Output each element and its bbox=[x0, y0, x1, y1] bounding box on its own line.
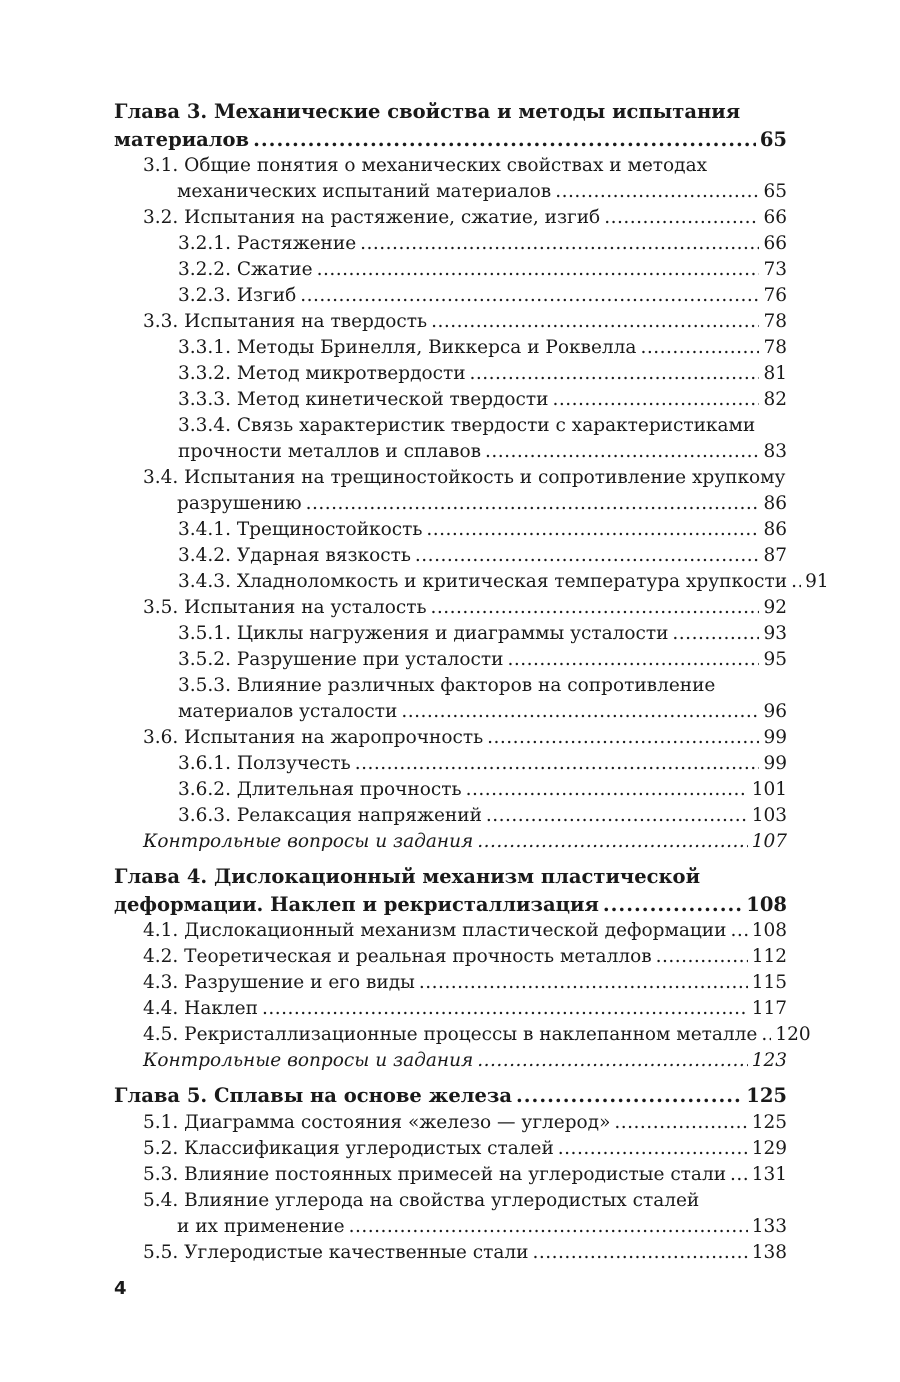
toc-entry bbox=[114, 309, 787, 335]
dot-leader bbox=[614, 1110, 747, 1136]
dot-leader bbox=[415, 543, 760, 569]
dot-leader bbox=[552, 387, 759, 413]
dot-leader bbox=[604, 205, 759, 231]
toc-entry-title: деформации. Наклеп и рекристаллизация bbox=[114, 892, 599, 916]
toc-entry bbox=[114, 1162, 787, 1188]
toc-page-number: 101 bbox=[751, 779, 787, 800]
dot-leader bbox=[761, 1022, 771, 1048]
toc-page-number: 129 bbox=[751, 1137, 787, 1159]
toc-page-number: 65 bbox=[763, 181, 787, 202]
dot-leader bbox=[470, 361, 760, 387]
dot-leader bbox=[300, 283, 759, 309]
toc-entry bbox=[114, 647, 787, 673]
toc-entry-title: 3.3.3. Метод кинетической твердости bbox=[178, 389, 549, 410]
toc-chapter bbox=[114, 863, 787, 918]
toc-entry bbox=[114, 153, 787, 205]
table-of-contents bbox=[114, 98, 829, 1266]
toc-page-number: 99 bbox=[763, 727, 787, 748]
toc-entry bbox=[114, 1022, 811, 1048]
dot-leader bbox=[262, 996, 748, 1022]
dot-leader bbox=[555, 179, 759, 205]
toc-entry-title: 4.3. Разрушение и его виды bbox=[143, 972, 415, 993]
dot-leader bbox=[791, 569, 801, 595]
toc-chapter bbox=[114, 1082, 787, 1110]
toc-chapter bbox=[114, 98, 787, 153]
dot-leader bbox=[603, 891, 742, 919]
toc-entry bbox=[114, 231, 787, 257]
dot-leader bbox=[640, 335, 759, 361]
toc-page-number: 87 bbox=[763, 545, 787, 566]
toc-entry-title: 3.3.2. Метод микротвердости bbox=[178, 363, 466, 384]
toc-entry-title: механических испытаний материалов bbox=[177, 181, 552, 202]
dot-leader bbox=[355, 751, 760, 777]
toc-entry-title: Глава 5. Сплавы на основе железа bbox=[114, 1084, 512, 1107]
toc-page-number: 86 bbox=[763, 493, 787, 514]
toc-entry-title: 5.2. Классификация углеродистых сталей bbox=[143, 1137, 554, 1159]
toc-entry-title: 4.1. Дислокационный механизм пластической деформации bbox=[143, 920, 727, 941]
dot-leader bbox=[431, 595, 760, 621]
toc-entry-title: 3.3.1. Методы Бринелля, Виккерса и Роквелла bbox=[178, 337, 637, 358]
toc-page-number: 82 bbox=[763, 389, 787, 410]
toc-entry bbox=[114, 944, 787, 970]
toc-entry-title: и их применение bbox=[177, 1215, 345, 1237]
toc-entry bbox=[114, 1136, 787, 1162]
toc-page-number: 95 bbox=[763, 649, 787, 670]
dot-leader bbox=[349, 1214, 748, 1240]
toc-page-number: 117 bbox=[751, 998, 787, 1019]
dot-leader bbox=[466, 777, 748, 803]
toc-page-number: 133 bbox=[751, 1215, 787, 1237]
toc-entry-title: 3.3. Испытания на твердость bbox=[143, 311, 428, 332]
dot-leader bbox=[730, 1162, 748, 1188]
toc-page-number: 107 bbox=[751, 831, 787, 852]
toc-page-number: 66 bbox=[763, 233, 787, 254]
dot-leader bbox=[532, 1240, 747, 1266]
toc-entry bbox=[114, 283, 787, 309]
toc-entry-title: 3.2. Испытания на растяжение, сжатие, изгиб bbox=[143, 207, 601, 228]
toc-entry bbox=[114, 361, 787, 387]
toc-page-number: 125 bbox=[751, 1111, 787, 1133]
toc-entry bbox=[114, 595, 787, 621]
dot-leader bbox=[486, 803, 748, 829]
dot-leader bbox=[730, 918, 747, 944]
toc-entry-title: 3.6. Испытания на жаропрочность bbox=[143, 727, 484, 748]
toc-entry bbox=[114, 335, 787, 361]
dot-leader bbox=[558, 1136, 748, 1162]
dot-leader bbox=[306, 491, 760, 517]
toc-page-number: 108 bbox=[746, 892, 787, 916]
toc-entry-title: 3.5. Испытания на усталость bbox=[143, 597, 427, 618]
dot-leader bbox=[507, 647, 759, 673]
toc-page-number: 83 bbox=[763, 441, 787, 462]
toc-entry-title: материалов bbox=[114, 127, 250, 151]
toc-entry bbox=[114, 970, 787, 996]
toc-entry bbox=[114, 569, 829, 595]
toc-page-number: 65 bbox=[759, 127, 787, 151]
toc-page-number: 78 bbox=[763, 311, 787, 332]
dot-leader bbox=[656, 944, 748, 970]
toc-entry-title: Контрольные вопросы и задания bbox=[143, 1050, 474, 1071]
toc-page-number: 66 bbox=[763, 207, 787, 228]
page-number: 4 bbox=[114, 1278, 127, 1299]
toc-page-number: 120 bbox=[775, 1024, 811, 1045]
dot-leader bbox=[253, 126, 756, 154]
toc-entry-title: разрушению bbox=[177, 493, 302, 514]
toc-entry-title: 3.4.2. Ударная вязкость bbox=[178, 545, 411, 566]
toc-page-number: 115 bbox=[751, 972, 787, 993]
toc-page-number: 73 bbox=[763, 259, 787, 280]
toc-questions bbox=[114, 829, 787, 855]
toc-entry-title: 3.2.3. Изгиб bbox=[178, 285, 297, 306]
toc-entry bbox=[114, 1110, 787, 1136]
toc-entry-title-line: Глава 3. Механические свойства и методы испытания bbox=[114, 100, 741, 123]
toc-entry-title: 4.2. Теоретическая и реальная прочность металлов bbox=[143, 946, 652, 967]
toc-entry-title: 5.3. Влияние постоянных примесей на углеродистые стали bbox=[143, 1163, 727, 1185]
toc-questions bbox=[114, 1048, 787, 1074]
dot-leader bbox=[477, 1048, 747, 1074]
toc-page-number: 92 bbox=[763, 597, 787, 618]
toc-entry bbox=[114, 996, 787, 1022]
toc-entry-title: прочности металлов и сплавов bbox=[178, 441, 482, 462]
toc-entry bbox=[114, 673, 787, 725]
dot-leader bbox=[419, 970, 748, 996]
dot-leader bbox=[431, 309, 759, 335]
dot-leader bbox=[360, 231, 759, 257]
toc-entry-title: 4.5. Рекристаллизационные процессы в наклепанном металле bbox=[143, 1024, 758, 1045]
toc-entry-title-line: 3.5.3. Влияние различных факторов на сопротивление bbox=[178, 675, 716, 696]
toc-entry-title: 4.4. Наклеп bbox=[143, 998, 258, 1019]
toc-entry bbox=[114, 621, 787, 647]
toc-entry-title-line: 3.1. Общие понятия о механических свойствах и методах bbox=[143, 155, 708, 176]
toc-page-number: 91 bbox=[805, 571, 829, 592]
toc-page-number: 138 bbox=[751, 1241, 787, 1263]
toc-page-number: 78 bbox=[763, 337, 787, 358]
dot-leader bbox=[485, 439, 759, 465]
dot-leader bbox=[426, 517, 759, 543]
toc-page-number: 81 bbox=[763, 363, 787, 384]
toc-entry-title: 3.2.1. Растяжение bbox=[178, 233, 357, 254]
toc-page-number: 103 bbox=[751, 805, 787, 826]
toc-page-number: 112 bbox=[751, 946, 787, 967]
toc-entry bbox=[114, 205, 787, 231]
toc-entry bbox=[114, 803, 787, 829]
toc-entry-title: 3.4.3. Хладноломкость и критическая температура хрупкости bbox=[178, 571, 788, 592]
toc-entry bbox=[114, 257, 787, 283]
dot-leader bbox=[401, 699, 759, 725]
toc-entry-title: 5.5. Углеродистые качественные стали bbox=[143, 1241, 529, 1263]
toc-entry bbox=[114, 413, 787, 465]
toc-entry bbox=[114, 543, 787, 569]
toc-entry-title-line: 3.4. Испытания на трещиностойкость и сопротивление хрупкому bbox=[143, 467, 786, 488]
toc-entry bbox=[114, 1188, 787, 1240]
toc-entry bbox=[114, 465, 787, 517]
toc-entry-title: 3.5.2. Разрушение при усталости bbox=[178, 649, 504, 670]
toc-entry-title: 3.5.1. Циклы нагружения и диаграммы усталости bbox=[178, 623, 669, 644]
toc-entry-title: 3.6.2. Длительная прочность bbox=[178, 779, 462, 800]
toc-entry-title: 3.6.1. Ползучесть bbox=[178, 753, 351, 774]
toc-entry bbox=[114, 751, 787, 777]
toc-entry bbox=[114, 777, 787, 803]
dot-leader bbox=[672, 621, 759, 647]
dot-leader bbox=[477, 829, 747, 855]
toc-entry bbox=[114, 387, 787, 413]
toc-page-number: 125 bbox=[746, 1084, 787, 1107]
toc-page-number: 99 bbox=[763, 753, 787, 774]
toc-entry-title: 5.1. Диаграмма состояния «железо — углерод» bbox=[143, 1111, 611, 1133]
dot-leader bbox=[516, 1082, 742, 1110]
toc-entry-title: материалов усталости bbox=[178, 701, 398, 722]
toc-entry-title-line: 5.4. Влияние углерода на свойства углеродистых сталей bbox=[143, 1189, 700, 1211]
toc-entry bbox=[114, 725, 787, 751]
toc-page-number: 108 bbox=[751, 920, 787, 941]
toc-entry-title-line: Глава 4. Дислокационный механизм пластической bbox=[114, 865, 701, 888]
toc-entry-title: 3.6.3. Релаксация напряжений bbox=[178, 805, 482, 826]
toc-page-number: 96 bbox=[763, 701, 787, 722]
toc-page-number: 93 bbox=[763, 623, 787, 644]
toc-page-number: 86 bbox=[763, 519, 787, 540]
toc-entry bbox=[114, 918, 787, 944]
toc-page-number: 76 bbox=[763, 285, 787, 306]
toc-entry-title: 3.2.2. Сжатие bbox=[178, 259, 313, 280]
toc-entry-title: Контрольные вопросы и задания bbox=[143, 831, 474, 852]
dot-leader bbox=[487, 725, 759, 751]
toc-entry bbox=[114, 1240, 787, 1266]
toc-entry-title: 3.4.1. Трещиностойкость bbox=[178, 519, 423, 540]
toc-entry-title-line: 3.3.4. Связь характеристик твердости с характеристиками bbox=[178, 415, 756, 436]
toc-entry bbox=[114, 517, 787, 543]
dot-leader bbox=[317, 257, 760, 283]
toc-page-number: 123 bbox=[751, 1050, 787, 1071]
toc-page-number: 131 bbox=[751, 1163, 787, 1185]
